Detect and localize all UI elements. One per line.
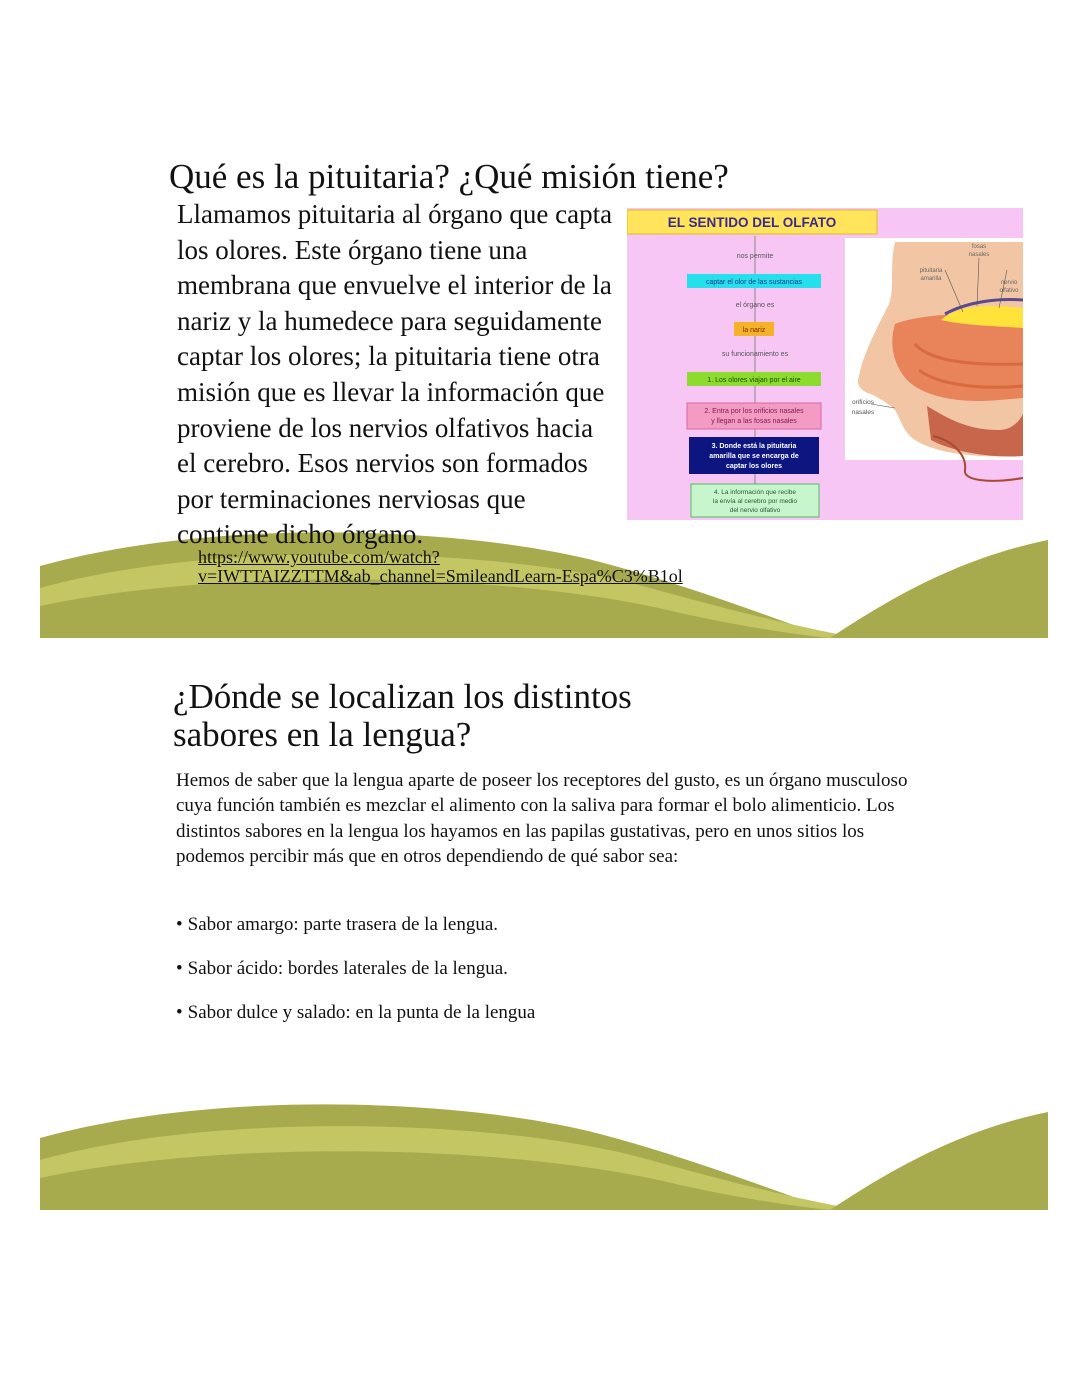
label-fosas-1: fosas (971, 244, 987, 250)
box-step-4-line-2: la envía al cerebro por medio (712, 498, 798, 505)
label-orificios-2: nasales (851, 409, 875, 416)
label-pituitaria-1: pituitaria (919, 268, 943, 274)
label-fosas-2: nasales (968, 252, 990, 258)
list-item-text: Sabor ácido: bordes laterales de la lengua. (187, 958, 508, 979)
list-item-text: Sabor dulce y salado: en la punta de la lengua (187, 1002, 536, 1023)
box-step-3-line-2: amarilla que se encarga de (709, 453, 799, 460)
box-captar-text: captar el olor de las sustancias (705, 279, 803, 286)
box-step-4-line-1: 4. La información que recibe (713, 489, 797, 496)
slide-sabores (40, 660, 1048, 1210)
box-step-2 (687, 403, 821, 429)
box-nariz-text: la nariz (742, 327, 766, 334)
label-funcionamiento: su funcionamiento es (721, 351, 789, 358)
list-item (176, 912, 535, 937)
slide-title: ¿Dónde se localizan los distintos sabores en la lengua? (173, 677, 632, 754)
lengua-description: Hemos de saber que la lengua aparte de poseer los receptores del gusto, es un órgano musculoso cuya función también es mezclar el alimento con la saliva para formar el bolo alimenticio. Los distintos sabores en la lengua los hayamos en las papilas gustativas, pero en unos sitios los podemos percibir más que en otros dependiendo de qué sabor sea: (176, 770, 908, 867)
box-step-2-line-2: y llegan a las fosas nasales (711, 418, 797, 425)
box-step-4-line-3: del nervio olfativo (729, 507, 781, 514)
label-orificios-1: orificios (851, 399, 875, 406)
bullet-dot: • (176, 958, 183, 979)
wave-decoration (40, 1100, 1048, 1210)
list-item-text: Sabor amargo: parte trasera de la lengua. (187, 914, 499, 935)
olfato-diagram (627, 208, 1023, 520)
label-nos-permite: nos permite (736, 253, 774, 260)
label-pituitaria-2: amarilla (920, 276, 942, 282)
diagram-title: EL SENTIDO DEL OLFATO (667, 215, 837, 230)
sabores-list (176, 912, 535, 1044)
slide-title: Qué es la pituitaria? ¿Qué misión tiene? (169, 157, 729, 196)
label-nervio-1: nervio (1000, 280, 1018, 286)
bullet-dot: • (176, 914, 183, 935)
label-nervio-2: olfativo (999, 288, 1019, 294)
youtube-link-line-1: https://www.youtube.com/watch? (198, 547, 440, 567)
list-item (176, 1000, 535, 1025)
nose-illustration (845, 238, 1023, 481)
pituitaria-description: Llamamos pituitaria al órgano que capta los olores. Este órgano tiene una membrana que envuelve el interior de la nariz y la humedece para seguidamente captar los olores; la pituitaria tiene otra misión que es llevar la información que proviene de los nervios olfativos hacia el cerebro. Esos nervios son formados por terminaciones nerviosas que contiene dicho órgano. (177, 199, 613, 550)
bullet-dot: • (176, 1002, 183, 1023)
box-step-3-line-3: captar los olores (725, 463, 783, 470)
box-step-3-line-1: 3. Donde está la pituitaria (711, 443, 797, 450)
label-organo: el órgano es (735, 302, 775, 309)
box-step-1-text: 1. Los olores viajan por el aire (707, 377, 801, 384)
list-item (176, 956, 535, 981)
box-step-2-line-1: 2. Entra por los orificios nasales (704, 408, 804, 415)
youtube-link[interactable] (198, 548, 683, 586)
youtube-link-line-2: v=IWTTAIZZTTM&ab_channel=SmileandLearn-Espa%C3%B1ol (198, 566, 683, 586)
slide-pituitaria (40, 140, 1048, 638)
